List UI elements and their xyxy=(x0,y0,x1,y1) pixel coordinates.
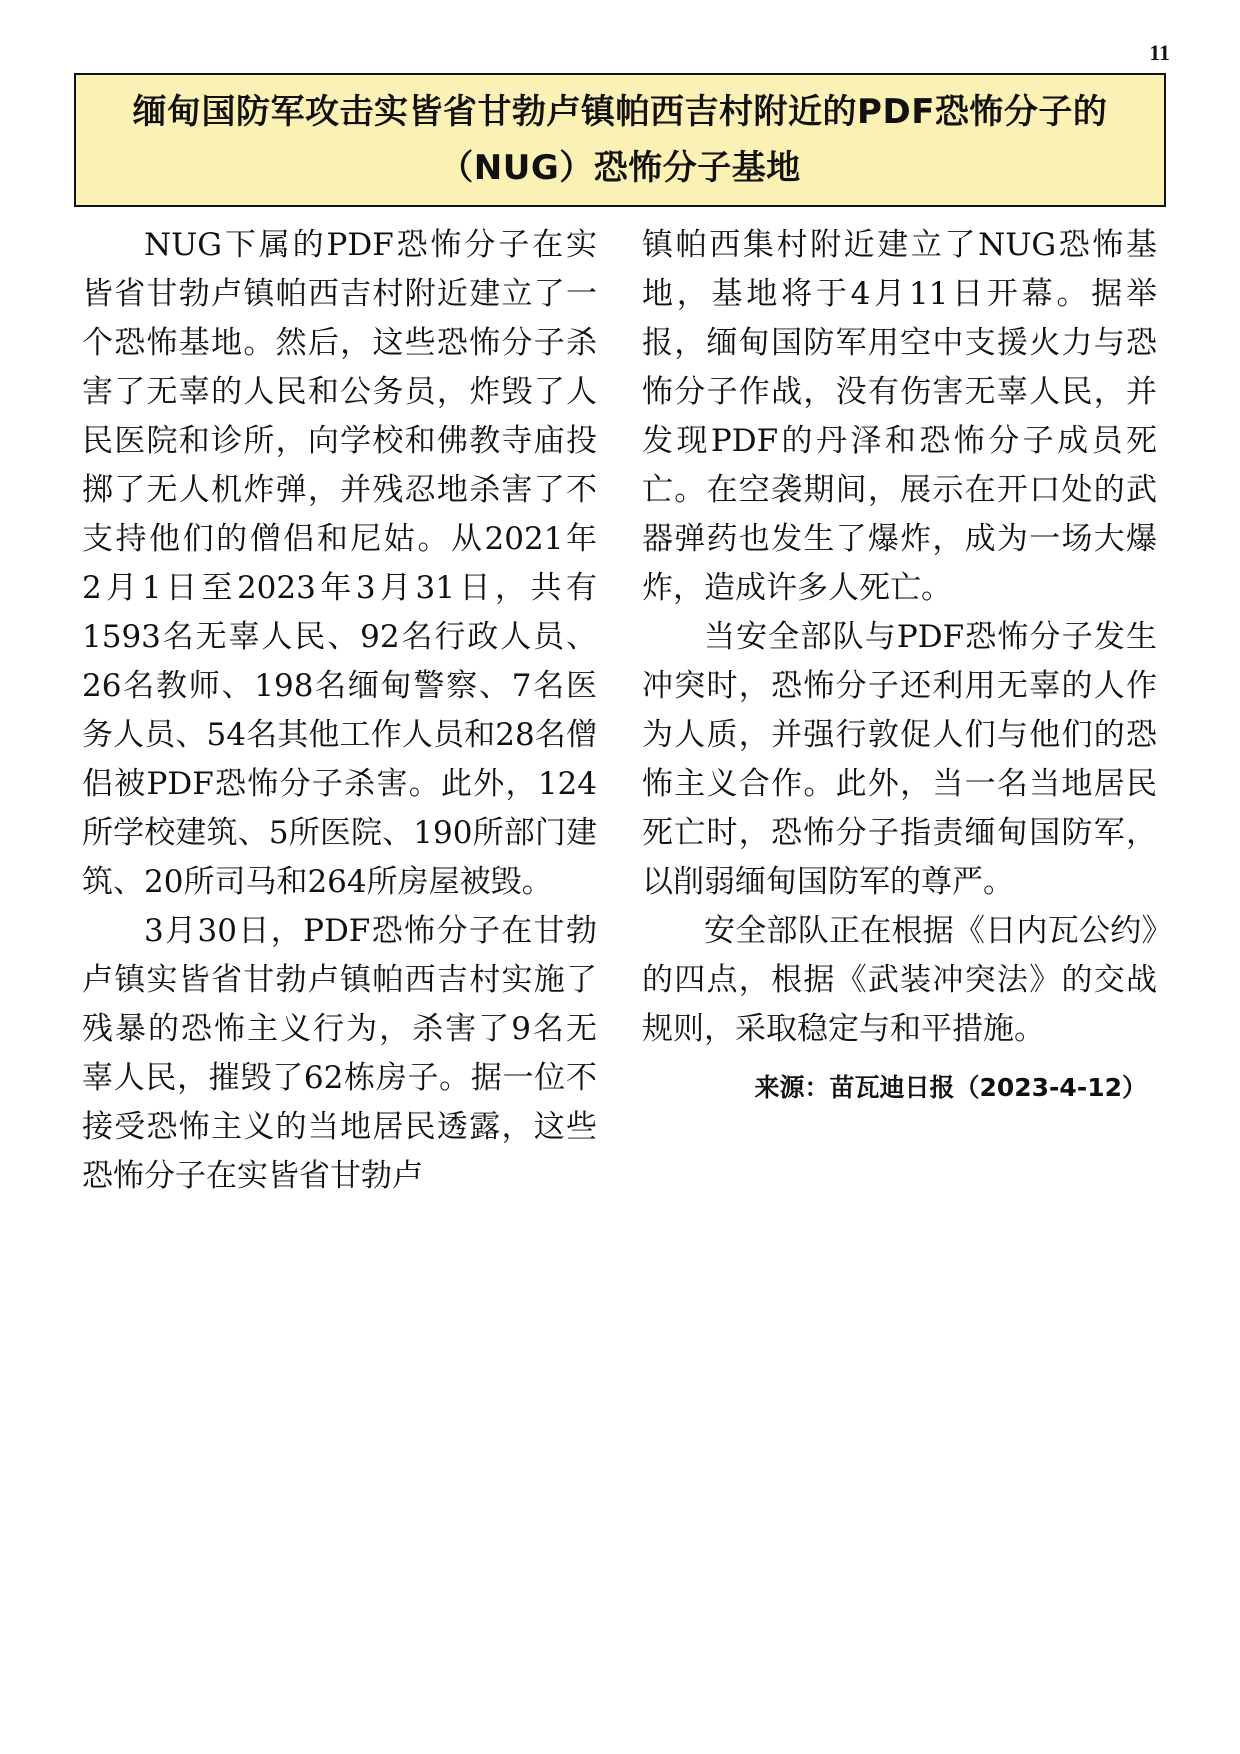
article-title-box xyxy=(74,73,1166,207)
paragraph-2: 3月30日，PDF恐怖分子在甘勃卢镇实皆省甘勃卢镇帕西吉村实施了残暴的恐怖主义行为，杀害了9名无辜人民，摧毁了62栋房子。据一位不接受恐怖主义的当地居民透露，这些恐怖分子在实皆省甘勃卢 xyxy=(82,913,597,1194)
page-number: 11 xyxy=(1149,40,1170,65)
paragraph-3: 当安全部队与PDF恐怖分子发生冲突时，恐怖分子还利用无辜的人作为人质，并强行敦促人们与他们的恐怖主义合作。此外，当一名当地居民死亡时，恐怖分子指责缅甸国防军，以削弱缅甸国防军的尊严。 xyxy=(642,619,1157,900)
article-title-line-2: （NUG）恐怖分子基地 xyxy=(439,148,801,188)
article-title-line-1: 缅甸国防军攻击实皆省甘勃卢镇帕西吉村附近的PDF恐怖分子的 xyxy=(132,92,1108,132)
right-column xyxy=(642,221,1157,1108)
source-citation: 来源：苗瓦迪日报（2023-4-12） xyxy=(754,1073,1147,1102)
left-column xyxy=(82,221,628,1201)
paragraph-4: 安全部队正在根据《日内瓦公约》的四点，根据《武装冲突法》的交战规则，采取稳定与和平措施。 xyxy=(642,913,1157,1047)
paragraph-1: NUG下属的PDF恐怖分子在实皆省甘勃卢镇帕西吉村附近建立了一个恐怖基地。然后，这些恐怖分子杀害了无辜的人民和公务员，炸毁了人民医院和诊所，向学校和佛教寺庙投掷了无人机炸弹，并残忍地杀害了不支持他们的僧侣和尼姑。从2021年 2月1日至2023年3月31日，共有1593名无辜人民、92名行政人员、26名教师、198名缅甸警察、7名医务人员、54名其他工作人员和28名僧侣被PDF恐怖分子杀害。此外，124所学校建筑、5所医院、190所部门建筑、20所司马和264所房屋被毁。 xyxy=(82,227,628,900)
paragraph-2-continued: 镇帕西集村附近建立了NUG恐怖基地，基地将于4月11日开幕。据举报，缅甸国防军用空中支援火力与恐怖分子作战，没有伤害无辜人民，并发现PDF的丹泽和恐怖分子成员死亡。在空袭期间，展示在开口处的武器弹药也发生了爆炸，成为一场大爆炸，造成许多人死亡。 xyxy=(642,227,1157,606)
